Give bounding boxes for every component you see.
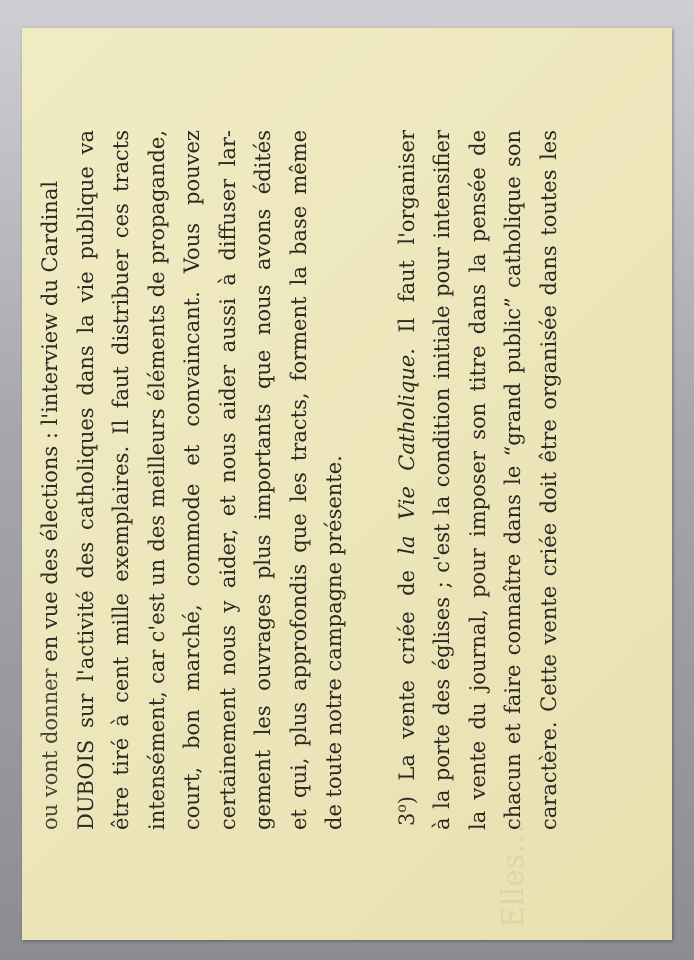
paragraph-vente-criee	[385, 130, 568, 830]
para2-line2: à la porte des églises ; c'est la condition initiale pour intensifier	[430, 130, 454, 830]
para1-line6: certainement nous y aider, et nous aider aussi à diffuser lar-	[215, 130, 240, 830]
para2-line1-a: La vente criée de	[394, 554, 419, 781]
paragraph-gap	[353, 130, 385, 830]
para1-line1-text: en vue des élections : l'interview du Cardinal	[38, 180, 62, 662]
para2-line1	[385, 130, 426, 830]
para1-line7: gement les ouvrages plus importants que nous avons édités	[251, 130, 275, 830]
para2-line1-b: Il faut l'organiser	[394, 130, 419, 349]
para2-line5: caractère. Cette vente criée doit être organisée dans toutes les	[536, 130, 561, 830]
para1-line9: de toute notre campagne présente.	[322, 455, 346, 830]
para1-line1	[33, 130, 69, 830]
para2-number: 3$^o$)	[393, 795, 419, 826]
para1-line3: être tiré à cent mille exemplaires. Il faut distribuer ces tracts	[109, 130, 133, 830]
para2-line3: la vente du journal, pour imposer son titre dans la pensée de	[465, 130, 490, 830]
para1-line5: court, bon marché, commode et convaincant. Vous pouvez	[180, 130, 204, 830]
para1-line4: intensément, car c'est un des meilleurs éléments de propagande,	[144, 130, 169, 830]
reverse-side-show-through: Elles…	[496, 823, 531, 928]
paragraph-campaign-tracts	[33, 130, 353, 830]
journal-title: la Vie Catholique.	[394, 348, 419, 555]
para2-line4: chacun et faire connaître dans le “grand public” catholique son	[501, 130, 525, 830]
para1-cut-prefix: ou vont donner	[38, 668, 62, 830]
para1-line8: et qui, plus approfondis que les tracts, forment la base même	[286, 130, 311, 830]
para1-line2: DUBOIS sur l'activité des catholiques dans la vie publique va	[73, 130, 98, 830]
rotated-text-block	[33, 130, 561, 830]
